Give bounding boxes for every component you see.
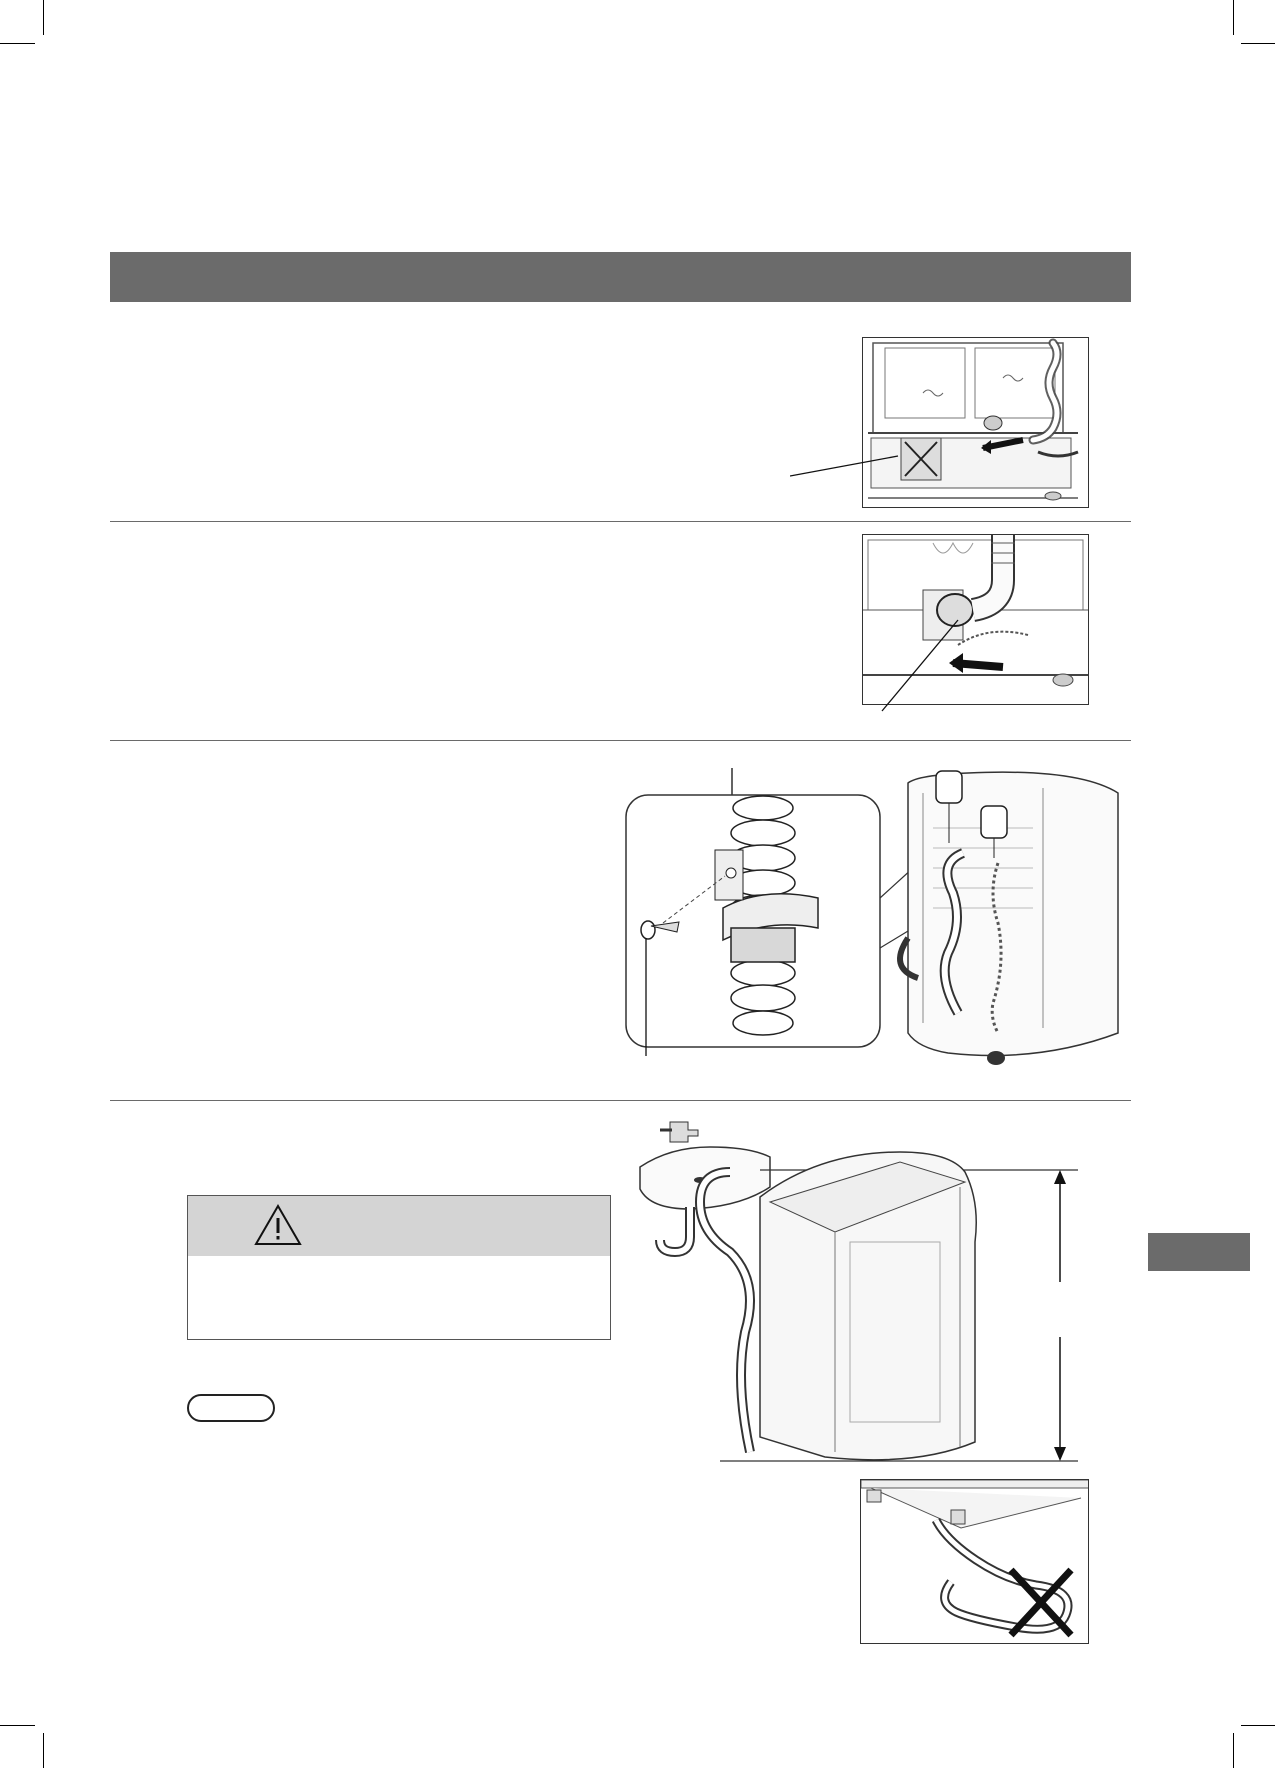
crop-mark-top-left-h	[0, 43, 35, 44]
figure-2-leader-line	[880, 618, 960, 713]
hose-clamp-screw-illustration	[623, 768, 1123, 1098]
crop-mark-top-right-h	[1241, 43, 1275, 44]
crop-mark-bottom-left-v	[43, 1733, 44, 1768]
warning-triangle-icon	[254, 1204, 302, 1246]
incorrect-hose-routing-illustration	[861, 1480, 1089, 1644]
figure-incorrect-hose-routing	[860, 1479, 1089, 1644]
section-divider-2	[110, 740, 1131, 741]
drain-hose-height-illustration	[630, 1112, 1090, 1472]
crop-mark-bottom-right-h	[1241, 1725, 1275, 1726]
crop-mark-top-left-v	[43, 0, 44, 35]
figure-drain-hose-height	[630, 1112, 1090, 1472]
section-divider-3	[110, 1100, 1131, 1101]
crop-mark-bottom-right-v	[1233, 1733, 1234, 1768]
caution-box	[187, 1195, 611, 1340]
figure-drain-cover-removal	[862, 337, 1089, 508]
caution-header	[188, 1196, 610, 1256]
figure-hose-clamp-detail	[623, 768, 1123, 1098]
note-badge	[187, 1394, 275, 1422]
drain-cover-removal-illustration	[863, 338, 1089, 508]
crop-mark-top-right-v	[1233, 0, 1234, 35]
chapter-side-tab	[1148, 1233, 1250, 1271]
section-divider-1	[110, 521, 1131, 522]
crop-mark-bottom-left-h	[0, 1725, 35, 1726]
figure-1-leader-line	[790, 450, 900, 480]
section-header-bar	[110, 252, 1131, 302]
